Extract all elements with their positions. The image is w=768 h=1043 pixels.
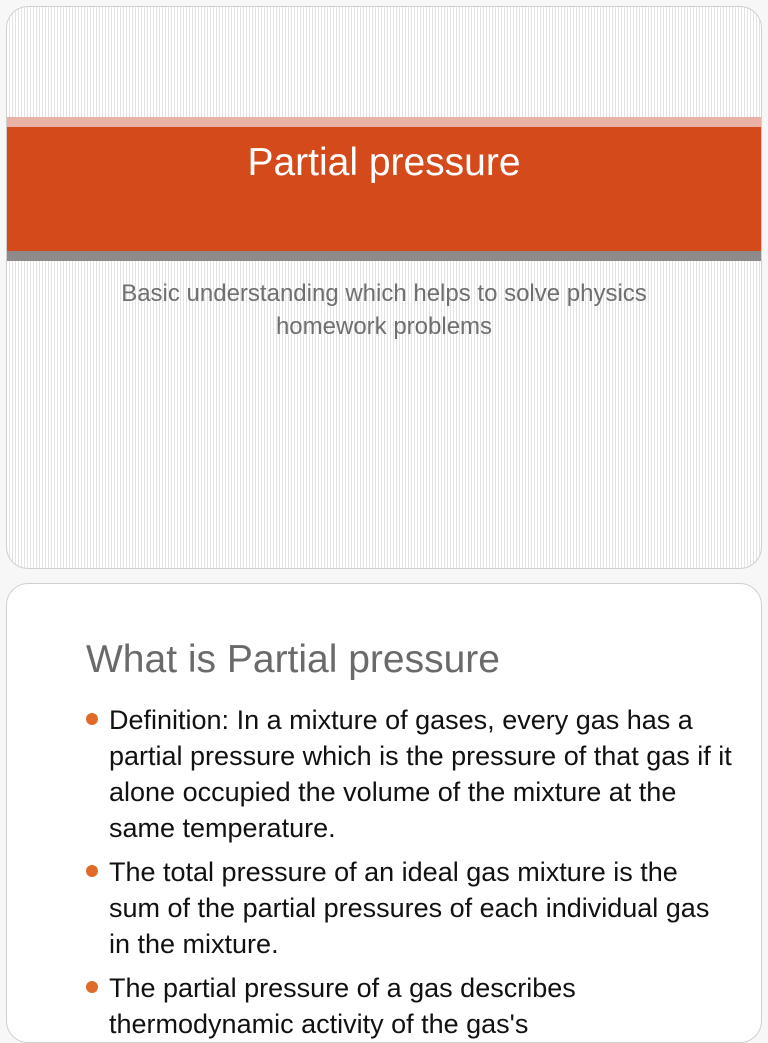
content-slide <box>6 583 762 1043</box>
list-item <box>86 702 736 846</box>
title-slide <box>6 6 762 569</box>
bullet-text: The partial pressure of a gas describes thermodynamic activity of the gas's <box>109 973 576 1039</box>
bullet-dot-icon <box>86 713 98 725</box>
content-heading: What is Partial pressure <box>86 638 500 681</box>
bullet-text: The total pressure of an ideal gas mixture is the sum of the partial pressures of each individual gas in the mixture. <box>109 857 710 959</box>
slide-title: Partial pressure <box>247 141 521 184</box>
bullet-list <box>86 702 736 1043</box>
title-band-top-stripe <box>7 117 761 127</box>
bullet-dot-icon <box>86 865 98 877</box>
list-item <box>86 854 736 962</box>
slide-subtitle: Basic understanding which helps to solve physics homework problems <box>121 280 647 340</box>
bullet-dot-icon <box>86 981 98 993</box>
list-item <box>86 970 736 1042</box>
bullet-text: Definition: In a mixture of gases, every gas has a partial pressure which is the pressure of that gas if it alone occupied the volume of the mixture at the same temperature. <box>109 705 732 843</box>
title-band-bottom-stripe <box>7 251 761 261</box>
